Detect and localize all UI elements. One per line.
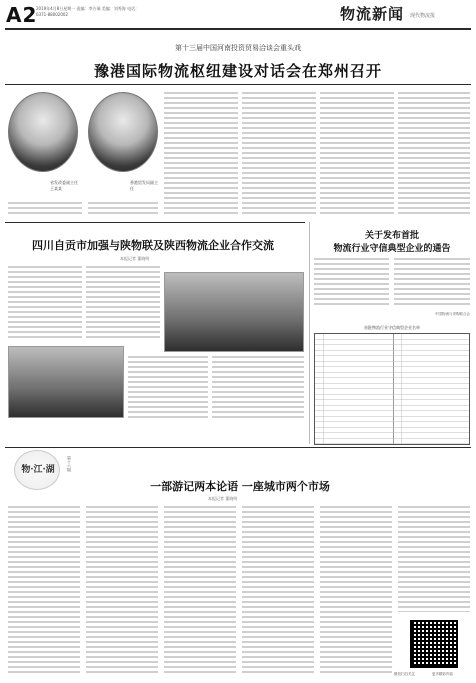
feature-body-col-2	[86, 506, 158, 676]
qr-caption-right: 更多精彩内容	[432, 672, 453, 676]
feature-body-col-6	[398, 506, 470, 612]
feature-body-col-3	[164, 506, 236, 676]
story2-photo-group	[8, 346, 124, 418]
lead-headline: 豫港国际物流枢纽建设对话会在郑州召开	[93, 62, 382, 80]
lead-body-col-3	[164, 92, 238, 216]
notice-issuer: 中国物流与采购联合会	[435, 312, 470, 316]
lead-body-col-5	[320, 92, 394, 216]
notice-headline-line-2: 物流行业守信典型企业的通告	[333, 244, 451, 254]
notice-body-col-2	[394, 258, 470, 306]
lead-caption-right: 香港贸发局副主任	[130, 180, 158, 191]
feature-body-col-5	[320, 506, 392, 676]
feature-byline: 本报记者 董晓明	[208, 496, 238, 501]
lead-photo-left	[8, 92, 78, 172]
notice-table-title: 首批物流行业守信典型企业名单	[364, 325, 420, 330]
story2-photo-meeting	[164, 272, 304, 352]
lead-rule	[5, 84, 471, 85]
feature-body-col-4	[242, 506, 314, 676]
feature-top-rule	[5, 447, 471, 448]
qr-caption-left: 微信扫扫关注	[394, 672, 415, 676]
qr-code[interactable]	[410, 620, 458, 668]
column-divider	[309, 222, 310, 444]
notice-table	[314, 333, 470, 445]
section-subtitle: 现代物流报	[410, 13, 436, 19]
feature-headline: 一部游记两本论语 一座城市两个市场	[150, 480, 330, 493]
notice-headline-line-1: 关于发布首批	[364, 231, 419, 241]
lead-caption-left: 省发改委副主任 王某某	[50, 180, 78, 191]
lead-body-col-2	[88, 202, 158, 217]
page-number: A2	[6, 3, 38, 27]
lead-body-col-4	[242, 92, 316, 216]
masthead-rule	[5, 28, 471, 30]
section-title: 物流新闻	[340, 5, 405, 23]
story2-body-col-4	[212, 356, 304, 418]
lead-photo-right	[88, 92, 158, 172]
story2-headline: 四川自贡市加强与陕物联及陕西物流企业合作交流	[32, 239, 274, 252]
story2-body-col-3	[128, 356, 208, 418]
column-issue-tag: 第十六期	[67, 456, 72, 472]
story2-body-col-2	[86, 266, 160, 340]
story2-byline: 本报记者 董晓明	[120, 256, 150, 261]
lead-body-col-1	[8, 202, 82, 217]
feature-body-col-1	[8, 506, 80, 676]
notice-body-col-1	[314, 258, 389, 306]
story2-top-rule	[5, 222, 305, 223]
lead-body-col-6	[398, 92, 470, 216]
lead-kicker: 第十三届中国河南投资贸易洽谈会重头戏	[175, 44, 301, 52]
column-logo-text: 物·江·湖	[21, 465, 55, 475]
story2-body-col-1	[8, 266, 82, 340]
issue-meta: 2019年4月8日星期一 责编：李方瑞 美编：刘秀海 电话：0371-88002002	[36, 6, 140, 17]
